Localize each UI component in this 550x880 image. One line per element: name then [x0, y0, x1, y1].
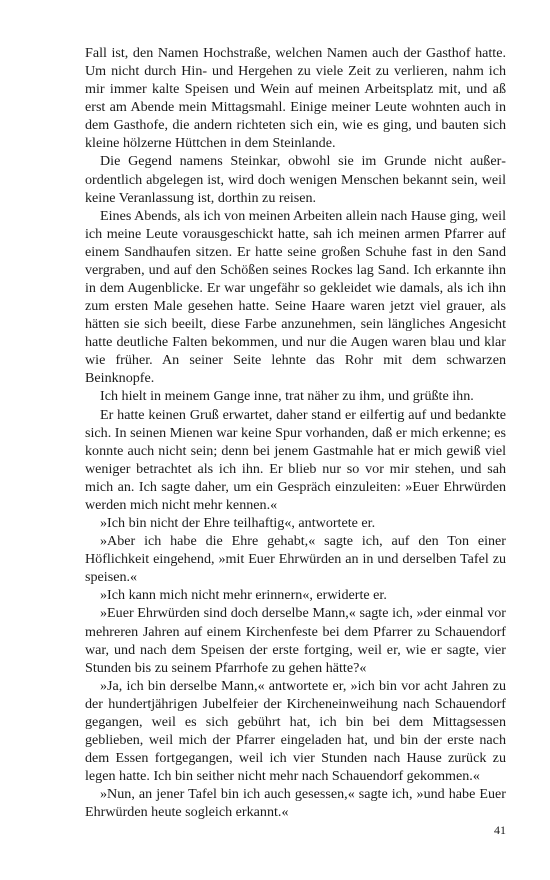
- paragraph: Fall ist, den Namen Hochstraße, welchen Namen auch der Gasthof hatte. Um nicht durch Hin- und Hergehen zu viele Zeit zu verlieren, nahm ich mir immer kalte Speisen und Wein auf meinen Arbeitsplatz mit, und aß erst am Abende mein Mittagsmahl. Einige meiner Leute wohnten auch in dem Gasthofe, die andern richteten sich ein, wie es ging, und bauten sich kleine hölzerne Hüttchen in dem Steinlande.: [85, 45, 506, 152]
- page-body: [85, 44, 506, 821]
- paragraph: »Ich kann mich nicht mehr erinnern«, erwiderte er.: [100, 587, 387, 604]
- paragraph: »Ich bin nicht der Ehre teilhaftig«, antwortete er.: [100, 515, 376, 532]
- paragraph: »Euer Ehrwürden sind doch derselbe Mann,« sagte ich, »der einmal vor mehreren Jahren auf einem Kirchenfeste bei dem Pfarrer zu Schauendorf war, und nach dem Speisen der erste fortging, weil er, wie er sagte, vier Stunden bis zu seinem Pfarrhofe zu gehen hätte?«: [85, 605, 506, 676]
- paragraph: Ich hielt in meinem Gange inne, trat näher zu ihm, und grüßte ihn.: [100, 388, 474, 405]
- paragraph: Er hatte keinen Gruß erwartet, daher stand er eilfertig auf und bedankte sich. In seinen Mienen war keine Spur vorhanden, daß er mich erkenne; es konnte auch nicht sein; denn bei jenem Gastmahle hat er mich gewiß viel weniger betrachtet als ich ihn. Er blieb nur so vor mir stehen, und sah mich an. Ich sagte daher, um ein Gespräch einzuleiten: »Euer Ehrwürden werden mich nicht mehr kennen.«: [85, 406, 506, 513]
- paragraph: »Aber ich habe die Ehre gehabt,« sagte ich, auf den Ton einer Höflichkeit eingehend, »mit Euer Ehrwürden an in und derselben Tafel zu speisen.«: [85, 533, 506, 586]
- paragraph: »Nun, an jener Tafel bin ich auch gesessen,« sagte ich, »und habe Euer Ehrwürden heute sogleich erkannt.«: [85, 786, 506, 821]
- page-number: 41: [494, 823, 506, 837]
- paragraph: »Ja, ich bin derselbe Mann,« antwortete er, »ich bin vor acht Jahren zu der hundertjährigen Jubelfeier der Kircheneinweihung nach Schauendorf gegangen, weil es sich gebührt hat, ich bin bei dem Mittagsessen geblieben, weil mich der Pfarrer eingeladen hat, und bin der erste nach dem Essen fortgegangen, weil ich vier Stunden nach Hause zurück zu legen hatte. Ich bin seither nicht mehr nach Schauendorf gekommen.«: [85, 677, 506, 785]
- paragraph: Eines Abends, als ich von meinen Arbeiten allein nach Hause ging, weil ich meine Leute vorausgeschickt hatte, sah ich meinen armen Pfarrer auf einem Sandhaufen sitzen. Er hatte seine großen Schuhe fast in den Sand vergraben, und auf den Schößen seines Rockes lag Sand. Ich erkannte ihn in dem Augenblicke. Er war ungefähr so gekleidet wie damals, als ich ihn zum ersten Male gesehen hatte. Seine Haare waren jetzt viel grauer, als hätten sie sich beeilt, diese Farbe anzunehmen, sein längliches Angesicht hatte deutliche Falten bekommen, und nur die Augen waren blau und klar wie früher. An seiner Seite lehnte das Rohr mit dem schwarzen Beinknopfe.: [85, 207, 506, 387]
- paragraph: Die Gegend namens Steinkar, obwohl sie im Grunde nicht außerordentlich abgelegen ist, wird doch wenigen Menschen bekannt sein, weil keine Veranlassung ist, dorthin zu reisen.: [85, 153, 506, 206]
